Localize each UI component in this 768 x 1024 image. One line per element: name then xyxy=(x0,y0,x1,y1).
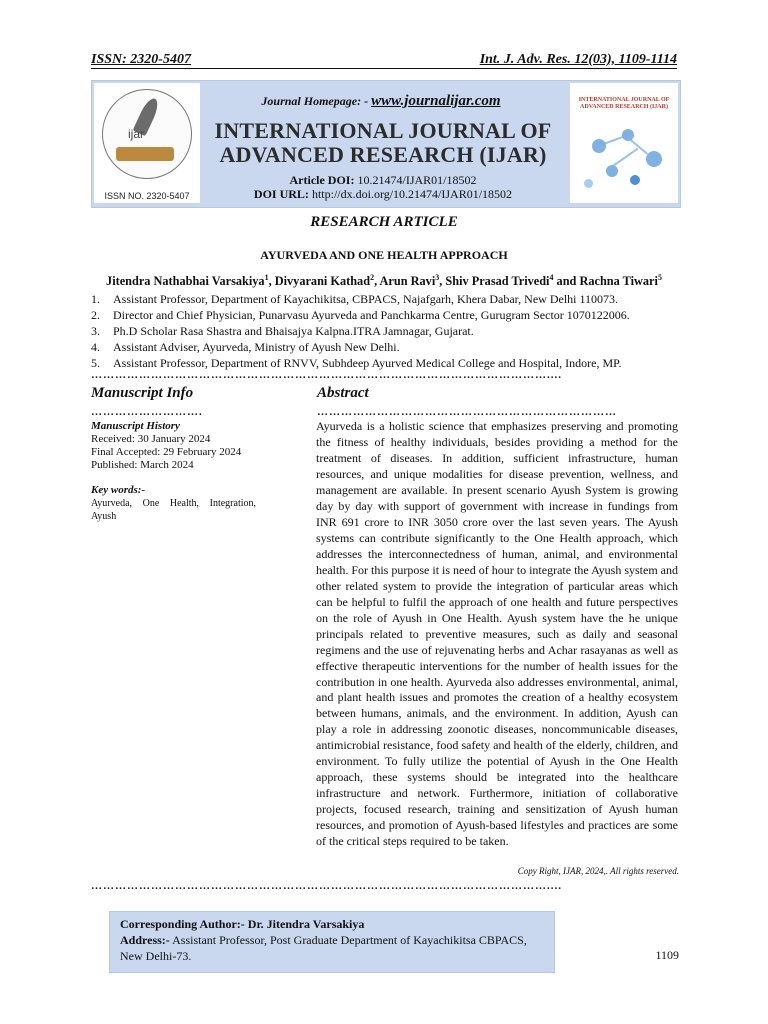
author-name: Arun Ravi xyxy=(379,274,436,289)
author-name: Shiv Prasad Trivedi xyxy=(445,274,550,289)
running-header xyxy=(91,46,677,69)
journal-logo xyxy=(94,83,200,203)
book-icon xyxy=(116,147,174,161)
article-doi: 10.21474/IJAR01/18502 xyxy=(354,173,477,187)
keywords-heading: Key words:- xyxy=(91,484,146,496)
journal-cover-image xyxy=(570,83,678,203)
author-name: Jitendra Nathabhai Varsakiya xyxy=(106,274,265,289)
published-date: Published: March 2024 xyxy=(91,459,194,471)
issn-text: ISSN: 2320-5407 xyxy=(91,52,191,67)
corresponding-author: Corresponding Author:- Dr. Jitendra Varsakiya xyxy=(120,917,365,931)
abstract-heading: Abstract xyxy=(317,385,369,401)
affiliation-item xyxy=(91,291,630,307)
author-affiliation-marker: 1 xyxy=(264,273,269,282)
affiliation-number: 3. xyxy=(91,324,100,338)
keywords-line1: Ayurveda, One Health, Integration, xyxy=(91,498,256,509)
author-affiliation-marker: 4 xyxy=(549,273,554,282)
keywords-line2: Ayush xyxy=(91,511,117,522)
molecule-atom xyxy=(646,151,662,167)
homepage-label: Journal Homepage: - xyxy=(261,94,372,108)
cover-title: INTERNATIONAL JOURNAL OF ADVANCED RESEARCH (IJAR) xyxy=(578,97,670,110)
citation-text: Int. J. Adv. Res. 12(03), 1109-1114 xyxy=(479,52,677,67)
address-label: Address:- xyxy=(120,933,170,947)
affiliation-text: Director and Chief Physician, Punarvasu Ayurveda and Panchkarma Centre, Gurugram Sector 1070122006. xyxy=(113,308,630,322)
abstract-text: Ayurveda is a holistic science that emphasizes preserving and promoting the fitness of healthy individuals, besides providing a method for the treatment of diseases. In addition, sufficient infrastructure, human resources, and unique modalities for disease prevention, wellness, and management are available. In present scenario Ayush System is growing day by day with support of government with increase in fundings from INR 691 crore to INR 3050 crore over the last seven years. The Ayush systems can contribute significantly to the One Health approach, which addresses the interconnectedness of human, animal, and environmental health. For this purpose it is need of hour to integrate the Ayush system and other related system to provide the integration of particular areas which can be helpful to fulfil the approach of one health and future perspectives on the role of Ayush in One Health. Ayush system have the he unique principals related to preventive measures, such as daily and seasonal regimens and the use of rejuvenating herbs and Achar rasayanas as well as effective therapeutic interventions for the number of health issues for the contribution in one health. Ayurveda also addresses environmental, animal, and plant health issues and promotes the creation of a healthy ecosystem between humans, animals, and the environment. In addition, Ayush can play a role in addressing zoonotic diseases, noncommunicable diseases, antimicrobial resistance, food safety and health of the elderly, children, and environment. To fully utilize the potential of Ayush in the One Health approach, these systems should be integrated into the healthcare infrastructure and network. Furthermore, initiation of collaborative projects, focused research, training and sensitization of Ayush human resources, and promotion of Ayush-based lifestyles and practices are some of the critical steps required to be taken. xyxy=(316,419,678,849)
author-affiliation-marker: 5 xyxy=(657,273,662,282)
affiliation-text: Ph.D Scholar Rasa Shastra and Bhaisajya Kalpna.ITRA Jamnagar, Gujarat. xyxy=(113,324,474,338)
logo-text: ijar xyxy=(128,127,145,141)
journal-title-line1: INTERNATIONAL JOURNAL OF xyxy=(214,118,552,143)
paper-title: AYURVEDA AND ONE HEALTH APPROACH xyxy=(260,248,508,262)
author-name: Rachna Tiwari xyxy=(579,274,658,289)
manuscript-dots: ………………………. xyxy=(91,406,203,418)
molecule-atom xyxy=(622,129,634,141)
affiliation-list xyxy=(91,291,630,371)
author-affiliation-marker: 2 xyxy=(370,273,375,282)
affiliation-number: 2. xyxy=(91,308,100,322)
received-date: Received: 30 January 2024 xyxy=(91,433,211,445)
manuscript-info xyxy=(91,420,256,523)
affiliation-text: Assistant Adviser, Ayurveda, Ministry of Ayush New Delhi. xyxy=(113,340,400,354)
author-separator: and xyxy=(553,274,580,289)
molecule-atom xyxy=(606,165,618,177)
journal-homepage xyxy=(202,93,560,110)
article-doi-label: Article DOI: xyxy=(289,173,355,187)
author-separator: , xyxy=(268,274,275,289)
address-text: Assistant Professor, Post Graduate Department of Kayachikitsa CBPACS, New Delhi-73. xyxy=(120,933,527,963)
article-type: RESEARCH ARTICLE xyxy=(310,214,458,230)
author-affiliation-marker: 3 xyxy=(435,273,440,282)
journal-title xyxy=(206,119,560,167)
author-separator: , xyxy=(374,274,380,289)
logo-issn: ISSN NO. 2320-5407 xyxy=(104,191,190,201)
affiliation-text: Assistant Professor, Department of Kayachikitsa, CBPACS, Najafgarh, Khera Dabar, New Delhi 110073. xyxy=(113,292,619,306)
dotted-divider-bottom: …………………………………………………………………………………………………….... xyxy=(91,880,562,892)
accepted-date: Final Accepted: 29 February 2024 xyxy=(91,446,242,458)
author-list xyxy=(92,273,676,289)
abstract-dots: ………………………………………………………………… xyxy=(317,406,617,418)
affiliation-item xyxy=(91,323,630,339)
doi-url-link[interactable]: http://dx.doi.org/10.21474/IJAR01/18502 xyxy=(308,187,513,201)
author-separator: , xyxy=(439,274,446,289)
molecule-atom xyxy=(592,139,606,153)
manuscript-info-heading: Manuscript Info xyxy=(91,385,194,401)
page-number: 1109 xyxy=(655,948,679,962)
molecule-atom xyxy=(630,175,640,185)
journal-banner xyxy=(91,80,681,208)
doi-block xyxy=(206,173,560,201)
dotted-divider: …………………………………………………………………………………………………….... xyxy=(91,369,562,381)
affiliation-number: 1. xyxy=(91,292,100,306)
molecule-atom xyxy=(584,179,593,188)
homepage-link[interactable]: www.journalijar.com xyxy=(371,93,501,109)
affiliation-item xyxy=(91,307,630,323)
corresponding-author-box xyxy=(109,911,555,973)
journal-title-line2: ADVANCED RESEARCH (IJAR) xyxy=(219,142,547,167)
affiliation-number: 4. xyxy=(91,340,100,354)
doi-url-label: DOI URL: xyxy=(253,187,309,201)
manuscript-history-heading: Manuscript History xyxy=(91,420,180,432)
author-name: Divyarani Kathad xyxy=(274,274,371,289)
affiliation-number: 5. xyxy=(91,356,100,370)
copyright-notice: Copy Right, IJAR, 2024,. All rights reserved. xyxy=(517,866,679,876)
affiliation-item xyxy=(91,339,630,355)
affiliation-text: Assistant Professor, Department of RNVV, Subhdeep Ayurved Medical College and Hospital, Indore, MP. xyxy=(113,356,622,370)
